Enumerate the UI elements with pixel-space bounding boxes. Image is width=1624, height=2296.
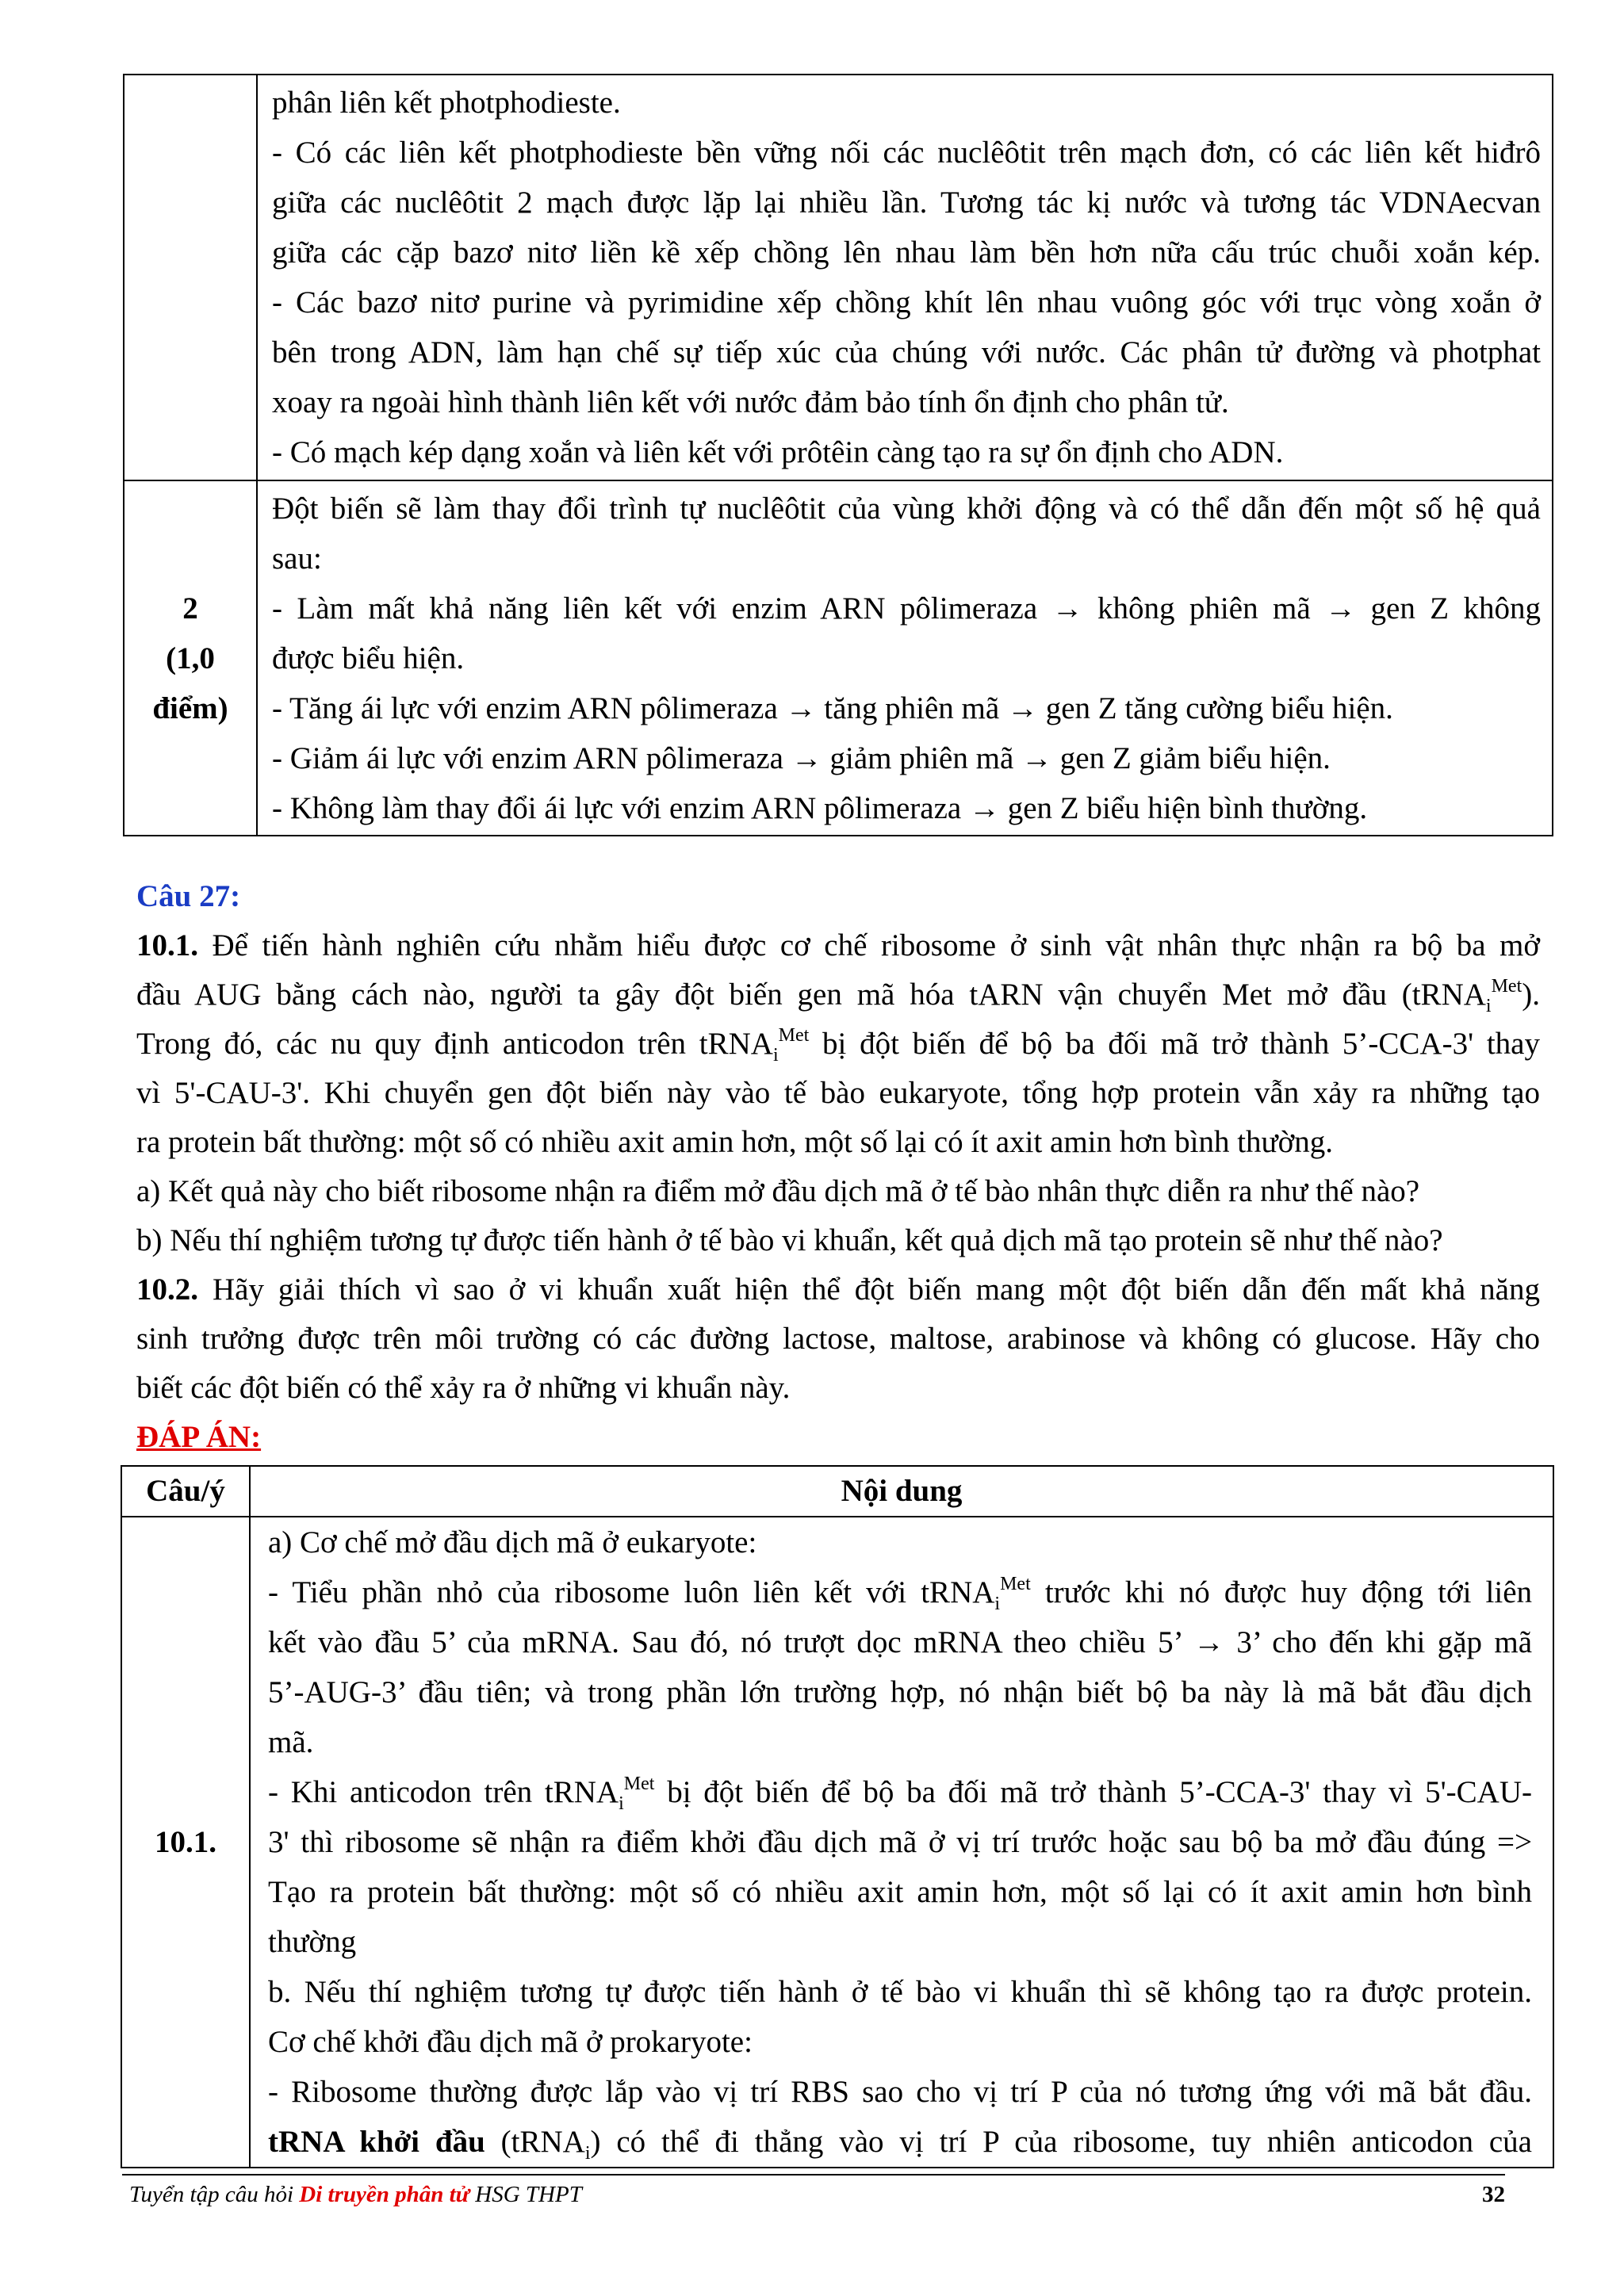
content-line: thường <box>268 1925 357 1959</box>
table-row <box>121 1517 1553 2168</box>
question-line: sinh trưởng được trên môi trường có các đường lactose, maltose, arabinose và không có glucose. Hãy cho <box>136 1322 1540 1356</box>
question-part-number: 10.1. <box>136 928 198 962</box>
content-line: được biểu hiện. <box>272 641 465 675</box>
content-line: sau: <box>272 541 322 576</box>
answer-table <box>121 1465 1554 2168</box>
question-line: đầu AUG bằng cách nào, người ta gây đột biến gen mã hóa tARN vận chuyển Met mở đầu (tRNA$_i^{Met}$). <box>136 976 1540 1016</box>
content-line: xoay ra ngoài hình thành liên kết với nước đảm bảo tính ổn định cho phân tử. <box>272 385 1229 419</box>
question-number: 2 <box>182 591 198 626</box>
question-block <box>136 872 1540 1462</box>
question-a: a) Kết quả này cho biết ribosome nhận ra điểm mở đầu dịch mã ở tế bào nhân thực diễn ra như thế nào? <box>136 1174 1420 1208</box>
content-line: Tạo ra protein bất thường: một số có nhiều axit amin hơn, một số lại có ít axit amin hơn bình <box>268 1875 1532 1909</box>
content-line: - Làm mất khả năng liên kết với enzim ARN pôlimeraza → không phiên mã → gen Z không <box>272 591 1541 626</box>
page-footer <box>129 2179 1505 2210</box>
content-line: - Ribosome thường được lắp vào vị trí RBS sao cho vị trí P của nó tương ứng với mã bắt đầu. <box>268 2075 1532 2109</box>
content-line: b. Nếu thí nghiệm tương tự được tiến hành ở tế bào vi khuẩn thì sẽ không tạo ra được protein. <box>268 1975 1532 2009</box>
content-line: tRNA khởi đầu (tRNA$_i$) có thể đi thẳng vào vị trí P của ribosome, tuy nhiên anticodon của <box>268 2125 1532 2164</box>
content-line: - Không làm thay đổi ái lực với enzim ARN pôlimeraza → gen Z biểu hiện bình thường. <box>272 790 1368 825</box>
question-line: vì 5'-CAU-3'. Khi chuyển gen đột biến này vào tế bào eukaryote, tổng hợp protein vẫn xảy ra những tạo <box>136 1076 1540 1110</box>
row-label-cell <box>124 480 257 836</box>
row-content-cell <box>257 75 1553 480</box>
score-label: điểm) <box>152 691 228 725</box>
bold-term: tRNA khởi đầu <box>268 2125 485 2159</box>
content-line: giữa các cặp bazơ nitơ liền kề xếp chồng lên nhau làm bền hơn nữa cấu trúc chuỗi xoắn kép. <box>272 235 1541 270</box>
question-title: Câu 27: <box>136 879 241 913</box>
question-line: biết các đột biến có thể xảy ra ở những vi khuẩn này. <box>136 1371 791 1405</box>
table-header-row <box>121 1466 1553 1517</box>
question-line: 10.2. Hãy giải thích vì sao ở vi khuẩn xuất hiện thể đột biến mang một đột biến dẫn đến mất khả năng <box>136 1272 1540 1307</box>
row-label-cell: 10.1. <box>121 1517 250 2168</box>
row-content-cell <box>257 480 1553 836</box>
content-line: 3' thì ribosome sẽ nhận ra điểm khởi đầu dịch mã ở vị trí trước hoặc sau bộ ba mở đầu đúng => <box>268 1825 1532 1859</box>
content-line: - Tăng ái lực với enzim ARN pôlimeraza → tăng phiên mã → gen Z tăng cường biểu hiện. <box>272 691 1393 725</box>
content-line: mã. <box>268 1725 314 1759</box>
question-line: ra protein bất thường: một số có nhiều axit amin hơn, một số lại có ít axit amin hơn bình thường. <box>136 1125 1334 1159</box>
content-line: bên trong ADN, làm hạn chế sự tiếp xúc của chúng với nước. Các phân tử đường và photphat <box>272 335 1541 369</box>
row-label-cell <box>124 75 257 480</box>
table-row <box>124 480 1553 836</box>
content-line: Cơ chế khởi đầu dịch mã ở prokaryote: <box>268 2025 753 2059</box>
footer-suffix: HSG THPT <box>469 2182 582 2207</box>
row-content-cell <box>250 1517 1553 2168</box>
content-line: - Các bazơ nitơ purine và pyrimidine xếp chồng khít lên nhau vuông góc với trục vòng xoắn ở <box>272 285 1541 320</box>
content-line: - Có mạch kép dạng xoắn và liên kết với prôtêin càng tạo ra sự ổn định cho ADN. <box>272 435 1284 469</box>
question-b: b) Nếu thí nghiệm tương tự được tiến hành ở tế bào vi khuẩn, kết quả dịch mã tạo protein sẽ như thế nào? <box>136 1223 1443 1257</box>
header-cell-content: Nội dung <box>250 1466 1553 1517</box>
question-line: 10.1. Để tiến hành nghiên cứu nhằm hiểu được cơ chế ribosome ở sinh vật nhân thực nhận ra bộ ba mở <box>136 928 1540 962</box>
content-line: 5’-AUG-3’ đầu tiên; và trong phần lớn trường hợp, nó nhận biết bộ ba này là mã bắt đầu dịch <box>268 1675 1532 1709</box>
question-part-number: 10.2. <box>136 1272 198 1307</box>
page-number: 32 <box>1482 2182 1505 2207</box>
content-line: - Tiểu phần nhỏ của ribosome luôn liên kết với tRNA$_i^{Met}$ trước khi nó được huy động tới liên <box>268 1574 1532 1614</box>
question-line: Trong đó, các nu quy định anticodon trên tRNA$_i^{Met}$ bị đột biến để bộ ba đối mã trở thành 5’-CCA-3' thay <box>136 1025 1540 1066</box>
answer-table-continued <box>123 74 1553 836</box>
content-line: giữa các nuclêôtit 2 mạch được lặp lại nhiều lần. Tương tác kị nước và tương tác VDNAecvan <box>272 186 1541 220</box>
content-line: - Có các liên kết photphodieste bền vững nối các nuclêôtit trên mạch đơn, có các liên kết hiđrô <box>272 136 1541 170</box>
content-line: Đột biến sẽ làm thay đổi trình tự nuclêôtit của vùng khởi động và có thể dẫn đến một số hệ quả <box>272 491 1541 526</box>
content-line: phân liên kết photphodieste. <box>272 86 621 120</box>
header-cell-question: Câu/ý <box>121 1466 250 1517</box>
footer-prefix: Tuyển tập câu hỏi <box>129 2182 300 2207</box>
footer-highlight: Di truyền phân tử <box>299 2182 470 2207</box>
content-line: - Giảm ái lực với enzim ARN pôlimeraza → giảm phiên mã → gen Z giảm biểu hiện. <box>272 740 1331 775</box>
score-label: (1,0 <box>166 641 215 675</box>
content-line: kết vào đầu 5’ của mRNA. Sau đó, nó trượt dọc mRNA theo chiều 5’ → 3’ cho đến khi gặp mã <box>268 1625 1532 1659</box>
content-line: a) Cơ chế mở đầu dịch mã ở eukaryote: <box>268 1525 757 1559</box>
answer-heading: ĐÁP ÁN: <box>136 1420 262 1454</box>
footer-divider <box>122 2174 1505 2175</box>
content-line: - Khi anticodon trên tRNA$_i^{Met}$ bị đột biến để bộ ba đối mã trở thành 5’-CCA-3' thay vì 5'-CAU- <box>268 1774 1533 1814</box>
table-row <box>124 75 1553 480</box>
